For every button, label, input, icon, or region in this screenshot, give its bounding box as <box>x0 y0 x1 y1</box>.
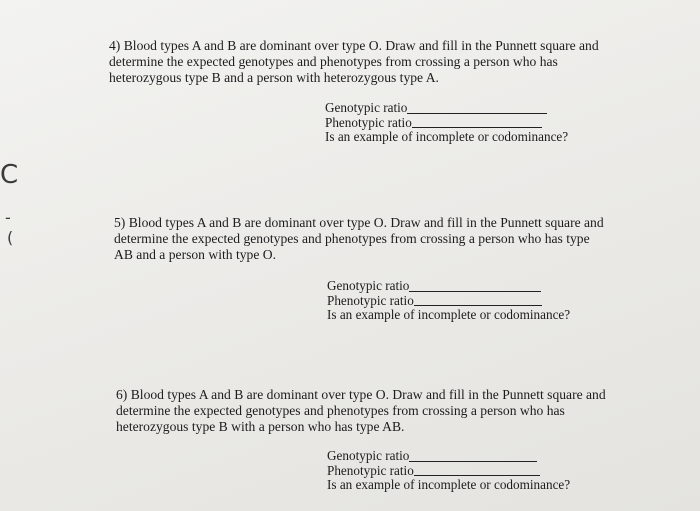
genotypic-ratio-blank[interactable] <box>409 451 537 462</box>
genotypic-ratio-label: Genotypic ratio <box>327 278 410 293</box>
margin-mark-c: C <box>0 160 19 190</box>
margin-mark-paren: ( <box>7 228 14 247</box>
dominance-question: Is an example of incomplete or codominance? <box>327 477 571 492</box>
phenotypic-ratio-label: Phenotypic ratio <box>325 114 412 130</box>
genotypic-ratio-blank[interactable] <box>409 281 541 292</box>
margin-mark-dash: - <box>5 208 11 227</box>
phenotypic-ratio-label: Phenotypic ratio <box>327 292 414 308</box>
genotypic-ratio-blank[interactable] <box>407 103 547 114</box>
genotypic-ratio-label: Genotypic ratio <box>325 100 408 115</box>
question-6-text: 6) Blood types A and B are dominant over type O. Draw and fill in the Punnett square and determine the expected genotypes and phenotypes from crossing a person who has heterozygous type B with a person who has type AB. <box>116 387 606 434</box>
question-4-text: 4) Blood types A and B are dominant over type O. Draw and fill in the Punnett square and determine the expected genotypes and phenotypes from crossing a person who has heterozygous type B and a person with heterozygous type A. <box>109 38 599 85</box>
dominance-question: Is an example of incomplete or codominance? <box>327 307 571 322</box>
question-6-answers <box>327 449 570 493</box>
dominance-question: Is an example of incomplete or codominance? <box>325 129 569 144</box>
genotypic-ratio-label: Genotypic ratio <box>327 448 410 463</box>
phenotypic-ratio-blank[interactable] <box>414 465 540 476</box>
phenotypic-ratio-blank[interactable] <box>412 117 542 128</box>
question-5-answers <box>327 279 570 323</box>
phenotypic-ratio-blank[interactable] <box>414 295 542 306</box>
question-5-text: 5) Blood types A and B are dominant over type O. Draw and fill in the Punnett square and determine the expected genotypes and phenotypes from crossing a person who has type AB and a person with type O. <box>114 215 604 262</box>
question-4-answers <box>325 101 568 145</box>
phenotypic-ratio-label: Phenotypic ratio <box>327 462 414 478</box>
